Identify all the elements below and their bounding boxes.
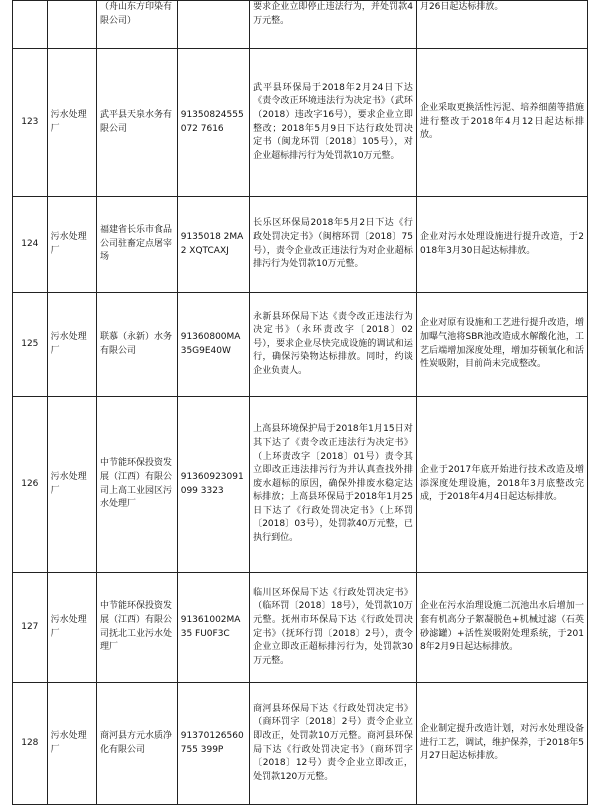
rectification-cell: 企业在污水治理设施二沉池出水后增加一套有机高分子絮凝脱色+机械过滤（石英砂滤罐）+活性炭吸附处理系统，于2018年2月9日起达标排放。 <box>416 573 587 683</box>
company-cell: 联慕（永新）水务有限公司 <box>96 293 177 397</box>
company-cell: 商河县方元水质净化有限公司 <box>96 683 177 805</box>
penalty-cell: 长乐区环保局2018年5月2日下达《行政处罚决定书》（闽榕环罚〔2018〕75号），责令企业改正违法行为对企业超标排污行为处罚款10万元整。 <box>250 197 417 293</box>
row-number: 123 <box>13 49 48 197</box>
row-number: 124 <box>13 197 48 293</box>
penalty-cell: 上高县环境保护局于2018年1月15日对其下达了《责令改正违法行为决定书》（上环责改字〔2018〕01号）责令其立即改正违法排污行为并认真查找外排废水超标的原因，确保外排废水稳定达标排放；上高县环保局于2018年1月25日下达了《行政处罚决定书》（上环罚〔2018〕03号），处罚款40万元整，已执行到位。 <box>250 397 417 573</box>
rectification-cell: 企业制定提升改造计划，对污水处理设备进行工艺，调试，维护保养，于2018年5月27日起达标排放。 <box>416 683 587 805</box>
rectification-cell: 企业于2017年底开始进行技术改造及增添深度处理设施，2018年3月底整改完成，于2018年4月4日起达标排放。 <box>416 397 587 573</box>
rectification-cell: 企业对污水处理设施进行提升改造，于2018年3月30日起达标排放。 <box>416 197 587 293</box>
row-number: 126 <box>13 397 48 573</box>
category-cell <box>47 1 96 49</box>
penalty-cell: 永新县环保局下达《责令改正违法行为决定书》（永环责改字〔2018〕02号），要求企业尽快完成设施的调试和运行，确保污染物达标排放。同时，约谈企业负责人。 <box>250 293 417 397</box>
credit-code-cell: 91361002MA35 FU0F3C <box>177 573 249 683</box>
table-row <box>13 1 588 49</box>
company-cell: 中节能环保投资发展（江西）有限公司抚北工业污水处理厂 <box>96 573 177 683</box>
company-cell: 武平县天泉水务有限公司 <box>96 49 177 197</box>
credit-code-cell: 9135018 2MA2 XQTCAXJ <box>177 197 249 293</box>
credit-code-cell: 91370126560755 399P <box>177 683 249 805</box>
category-cell: 污水处理厂 <box>47 49 96 197</box>
row-number: 127 <box>13 573 48 683</box>
penalty-cell: 临川区环保局下达《行政处罚决定书》（临环罚〔2018〕18号），处罚款10万元整。抚州市环保局下达《行政处罚决定书》（抚环行罚〔2018〕2号），责令企业立即改正超标排污行为，处罚款30万元整。 <box>250 573 417 683</box>
rectification-cell: 企业对原有设施和工艺进行提升改造，增加曝气池将SBR池改造成水解酸化池，工艺后端增加深度处理，增加芬顿氧化和活性炭吸附，目前尚未完成整改。 <box>416 293 587 397</box>
table-row <box>13 573 588 683</box>
row-number: 128 <box>13 683 48 805</box>
table-row <box>13 49 588 197</box>
category-cell: 污水处理厂 <box>47 397 96 573</box>
row-number: 125 <box>13 293 48 397</box>
enforcement-table <box>12 0 588 805</box>
credit-code-cell <box>177 1 249 49</box>
company-cell: 中节能环保投资发展（江西）有限公司上高工业园区污水处理厂 <box>96 397 177 573</box>
credit-code-cell: 91360800MA35G9E40W <box>177 293 249 397</box>
table-row <box>13 293 588 397</box>
category-cell: 污水处理厂 <box>47 683 96 805</box>
credit-code-cell: 91360923091099 3323 <box>177 397 249 573</box>
company-cell: 福建省长乐市食品公司驻畜定点屠宰场 <box>96 197 177 293</box>
category-cell: 污水处理厂 <box>47 293 96 397</box>
rectification-cell: 企业采取更换活性污泥、培养细菌等措施进行整改于2018年4月12日起达标排放。 <box>416 49 587 197</box>
table-row <box>13 197 588 293</box>
table-row <box>13 683 588 805</box>
category-cell: 污水处理厂 <box>47 197 96 293</box>
company-cell: （舟山东方印染有限公司） <box>96 1 177 49</box>
table-row <box>13 397 588 573</box>
penalty-cell: 武平县环保局于2018年2月24日下达《责令改正环境违法行为决定书》（武环（2018）违改字16号），要求企业立即整改；2018年5月9日下达行政处罚决定书（闽龙环罚〔2018〕105号），对企业超标排污行为处罚款10万元整。 <box>250 49 417 197</box>
category-cell: 污水处理厂 <box>47 573 96 683</box>
row-number <box>13 1 48 49</box>
credit-code-cell: 91350824555072 7616 <box>177 49 249 197</box>
penalty-cell: 要求企业立即停止违法行为，并处罚款4万元整。 <box>250 1 417 49</box>
rectification-cell: 月26日起达标排放。 <box>416 1 587 49</box>
penalty-cell: 商河县环保局下达《行政处罚决定书》（商环罚字〔2018〕2号）责令企业立即改正，处罚款10万元整。商河县环保局下达《行政处罚决定书》（商环罚字〔2018〕12号）责令企业立即改正，处罚款120万元整。 <box>250 683 417 805</box>
